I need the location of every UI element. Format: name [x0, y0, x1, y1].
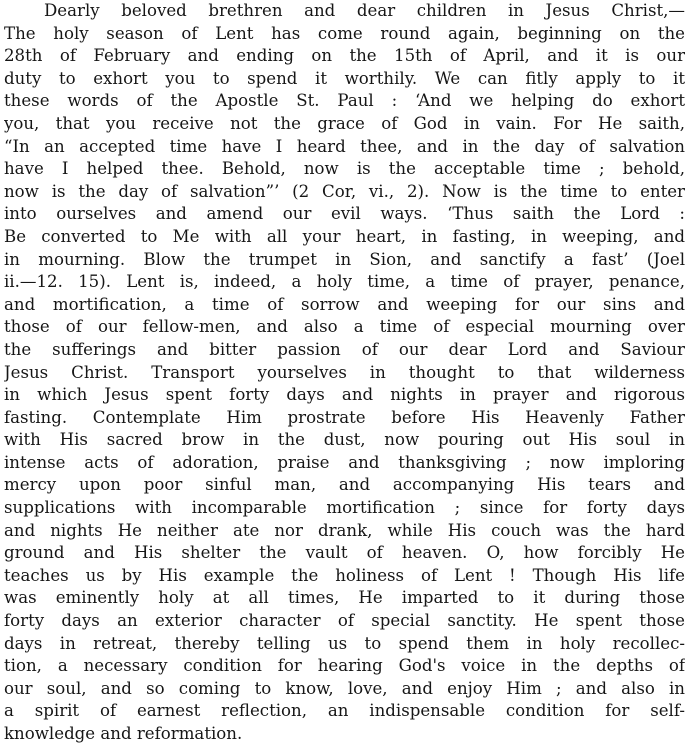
text-line: you, that you receive not the grace of God in vain. For He saith, [4, 113, 685, 133]
text-line: with His sacred brow in the dust, now pouring out His soul in [4, 430, 685, 450]
text-line: and nights He neither ate nor drank, while His couch was the hard [4, 520, 685, 540]
text-line: The holy season of Lent has come round again, beginning on the [4, 23, 685, 43]
text-line: supplications with incomparable mortification ; since for forty days [4, 498, 685, 518]
text-line: in mourning. Blow the trumpet in Sion, and sanctify a fast’ (Joel [4, 249, 685, 269]
text-line: forty days an exterior character of special sanctity. He spent those [4, 611, 685, 631]
text-line: 28th of February and ending on the 15th of April, and it is our [4, 46, 685, 66]
text-line: fasting. Contemplate Him prostrate before His Heavenly Father [4, 407, 685, 427]
text-line: and mortification, a time of sorrow and weeping for our sins and [4, 294, 685, 314]
text-line: ii.—12. 15). Lent is, indeed, a holy time, a time of prayer, penance, [4, 272, 685, 292]
text-line: days in retreat, thereby telling us to spend them in holy recollec- [4, 633, 685, 653]
text-line: Jesus Christ. Transport yourselves in thought to that wilderness [4, 362, 685, 382]
text-line: intense acts of adoration, praise and thanksgiving ; now imploring [4, 452, 685, 472]
text-line: now is the day of salvation”’ (2 Cor, vi., 2). Now is the time to enter [4, 181, 685, 201]
text-line: mercy upon poor sinful man, and accompanying His tears and [4, 475, 685, 495]
text-line: our soul, and so coming to know, love, and enjoy Him ; and also in [4, 678, 685, 698]
text-line: tion, a necessary condition for hearing God's voice in the depths of [4, 656, 685, 676]
text-line: these words of the Apostle St. Paul : ‘And we helping do exhort [4, 91, 685, 111]
text-line: in which Jesus spent forty days and nights in prayer and rigorous [4, 385, 685, 405]
text-line: teaches us by His example the holiness of Lent ! Though His life [4, 565, 685, 585]
text-line: knowledge and reformation. [4, 724, 243, 743]
text-line: Be converted to Me with all your heart, in fasting, in weeping, and [4, 226, 685, 246]
text-line: “In an accepted time have I heard thee, and in the day of salvation [4, 136, 685, 156]
text-line: was eminently holy at all times, He imparted to it during those [4, 588, 685, 608]
text-line: the sufferings and bitter passion of our dear Lord and Saviour [4, 339, 685, 359]
text-line: duty to exhort you to spend it worthily. We can fitly apply to it [4, 68, 685, 88]
text-line: Dearly beloved brethren and dear children in Jesus Christ,— [44, 1, 685, 20]
pastoral-letter-text [4, 0, 685, 746]
text-line: into ourselves and amend our evil ways. ‘Thus saith the Lord : [4, 204, 685, 224]
text-line: a spirit of earnest reflection, an indispensable condition for self- [4, 701, 685, 721]
text-line: ground and His shelter the vault of heaven. O, how forcibly He [4, 543, 685, 563]
text-line: those of our fellow-men, and also a time of especial mourning over [4, 317, 685, 337]
text-line: have I helped thee. Behold, now is the acceptable time ; behold, [4, 159, 685, 179]
